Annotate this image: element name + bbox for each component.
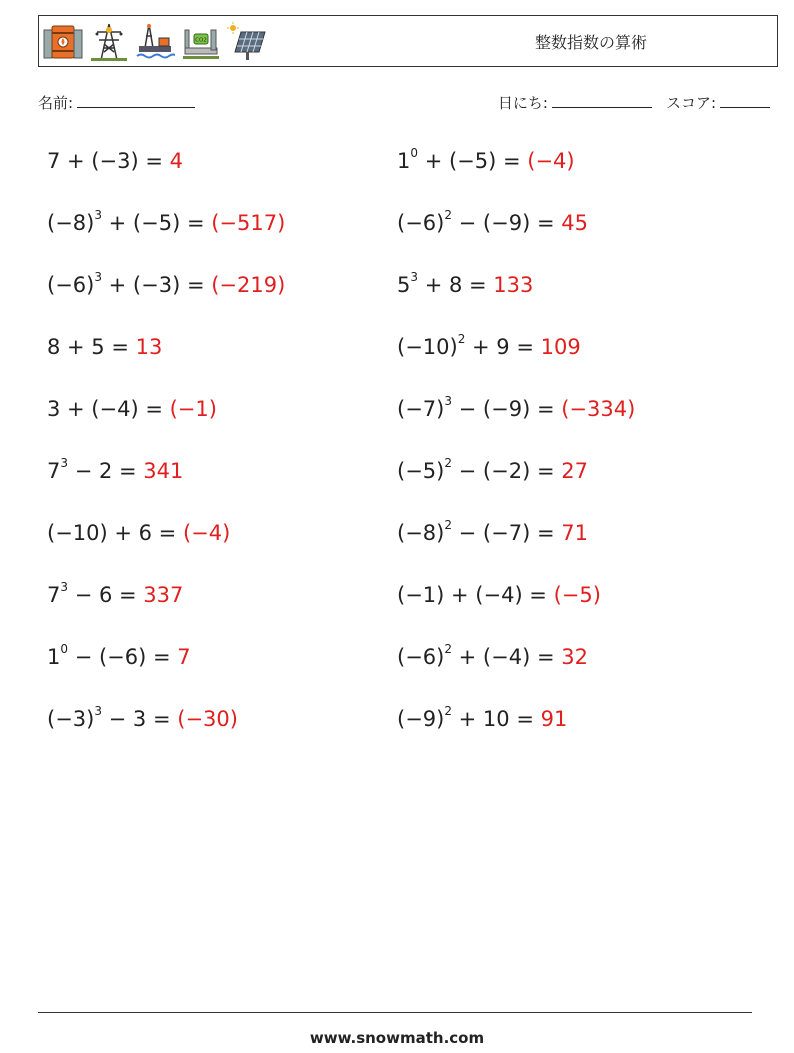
problem-exponent: 2 [444, 456, 452, 470]
problem-expression-base: (−1) + (−4) = [397, 583, 554, 607]
problem-expression-rest: − 3 = [101, 707, 178, 731]
problem-answer: 109 [540, 335, 581, 359]
problem-expression-base: 7 [47, 459, 61, 483]
problem-answer: (−219) [211, 273, 286, 297]
problem-8 [397, 332, 581, 359]
problem-12 [397, 456, 588, 483]
problem-exponent: 3 [60, 456, 69, 470]
worksheet-header [38, 15, 778, 67]
problem-expression-base: 3 + (−4) = [47, 397, 170, 421]
problem-expression-base: 1 [47, 645, 61, 669]
name-label: 名前: [38, 94, 74, 112]
name-blank[interactable] [77, 93, 195, 108]
problem-answer: (−5) [553, 583, 601, 607]
problem-expression-base: 8 + 5 = [47, 335, 136, 359]
problem-expression-rest: − (−7) = [451, 521, 562, 545]
problem-expression-base: (−6) [47, 273, 95, 297]
problem-exponent: 3 [444, 394, 452, 408]
problem-16 [397, 583, 601, 607]
problem-14 [397, 518, 588, 545]
footer-divider [38, 1012, 752, 1013]
problem-1 [47, 149, 183, 173]
date-score-fields [498, 92, 770, 113]
problem-exponent: 3 [94, 270, 102, 284]
problem-answer: (−4) [182, 521, 231, 545]
score-field [666, 92, 770, 113]
problem-answer: 45 [561, 211, 588, 235]
problem-expression-rest: − (−6) = [68, 645, 178, 669]
problem-11 [47, 456, 184, 483]
problem-expression-base: (−9) [397, 707, 445, 731]
problem-answer: 4 [169, 149, 183, 173]
solar-panel-icon [227, 22, 267, 62]
problem-answer: 32 [561, 645, 588, 669]
problem-expression-rest: + (−5) = [418, 149, 528, 173]
problem-exponent: 2 [444, 642, 452, 656]
problem-expression-rest: + (−5) = [101, 211, 212, 235]
problem-exponent: 2 [444, 208, 452, 222]
problem-expression-rest: + 10 = [451, 707, 541, 731]
name-field [38, 92, 195, 113]
date-field [498, 92, 652, 113]
problem-expression-base: (−10) [397, 335, 458, 359]
problem-2 [397, 146, 575, 173]
problem-19 [47, 704, 238, 731]
problem-exponent: 2 [444, 518, 452, 532]
problem-answer: 13 [135, 335, 163, 359]
problem-answer: 27 [561, 459, 588, 483]
problem-expression-rest: + 9 = [465, 335, 541, 359]
problem-exponent: 3 [94, 208, 102, 222]
problem-answer: (−334) [561, 397, 636, 421]
problem-answer: 341 [143, 459, 184, 483]
problem-3 [47, 208, 286, 235]
problem-expression-rest: − (−9) = [451, 397, 562, 421]
problem-6 [397, 270, 534, 297]
problem-expression-base: (−6) [397, 645, 445, 669]
problem-exponent: 3 [410, 270, 419, 284]
problem-expression-base: (−8) [47, 211, 95, 235]
date-label: 日にち: [497, 94, 548, 112]
offshore-rig-icon [135, 22, 175, 62]
problem-exponent: 0 [410, 146, 419, 160]
problem-expression-base: 7 + (−3) = [47, 149, 170, 173]
problem-answer: 133 [493, 273, 534, 297]
problem-answer: (−517) [211, 211, 286, 235]
problem-13 [47, 521, 230, 545]
problem-expression-base: 7 [47, 583, 61, 607]
problem-expression-rest: − 2 = [68, 459, 144, 483]
problem-answer: (−30) [177, 707, 238, 731]
problem-17 [47, 642, 191, 669]
problem-exponent: 2 [457, 332, 466, 346]
problem-expression-rest: − 6 = [68, 583, 144, 607]
problem-expression-base: (−10) + 6 = [47, 521, 183, 545]
problem-expression-rest: + (−3) = [101, 273, 212, 297]
problem-expression-base: 1 [397, 149, 411, 173]
problem-10 [397, 394, 636, 421]
problem-answer: (−1) [169, 397, 217, 421]
problem-expression-rest: + 8 = [418, 273, 494, 297]
problem-5 [47, 270, 286, 297]
problem-expression-rest: + (−4) = [451, 645, 562, 669]
footer-url: www.snowmath.com [309, 1029, 485, 1047]
problem-exponent: 2 [444, 704, 452, 718]
problem-answer: 71 [561, 521, 588, 545]
problem-answer: 91 [540, 707, 568, 731]
problem-expression-base: (−3) [47, 707, 95, 731]
problem-expression-rest: − (−2) = [451, 459, 562, 483]
problem-expression-base: (−8) [397, 521, 445, 545]
problem-exponent: 3 [60, 580, 69, 594]
problem-expression-base: 5 [397, 273, 411, 297]
problem-exponent: 3 [94, 704, 102, 718]
problem-15 [47, 580, 184, 607]
problem-expression-base: (−6) [397, 211, 445, 235]
problem-4 [397, 208, 588, 235]
problem-expression-base: (−5) [397, 459, 445, 483]
problem-20 [397, 704, 568, 731]
problem-9 [47, 397, 217, 421]
problem-answer: 7 [177, 645, 191, 669]
co2-pipeline-icon [181, 22, 221, 62]
score-blank[interactable] [720, 93, 770, 108]
date-blank[interactable] [552, 93, 652, 108]
problem-expression-base: (−7) [397, 397, 445, 421]
power-tower-icon [89, 22, 129, 62]
header-icons [43, 22, 267, 62]
problem-7 [47, 335, 162, 359]
problem-expression-rest: − (−9) = [451, 211, 562, 235]
problem-18 [397, 642, 588, 669]
oil-barrel-icon [43, 22, 83, 62]
problem-answer: 337 [143, 583, 184, 607]
svg-text:CO2: CO2 [195, 37, 207, 44]
problem-answer: (−4) [527, 149, 575, 173]
worksheet-title: 整数指数の算術 [534, 33, 647, 52]
score-label: スコア: [665, 94, 716, 112]
problem-exponent: 0 [60, 642, 69, 656]
